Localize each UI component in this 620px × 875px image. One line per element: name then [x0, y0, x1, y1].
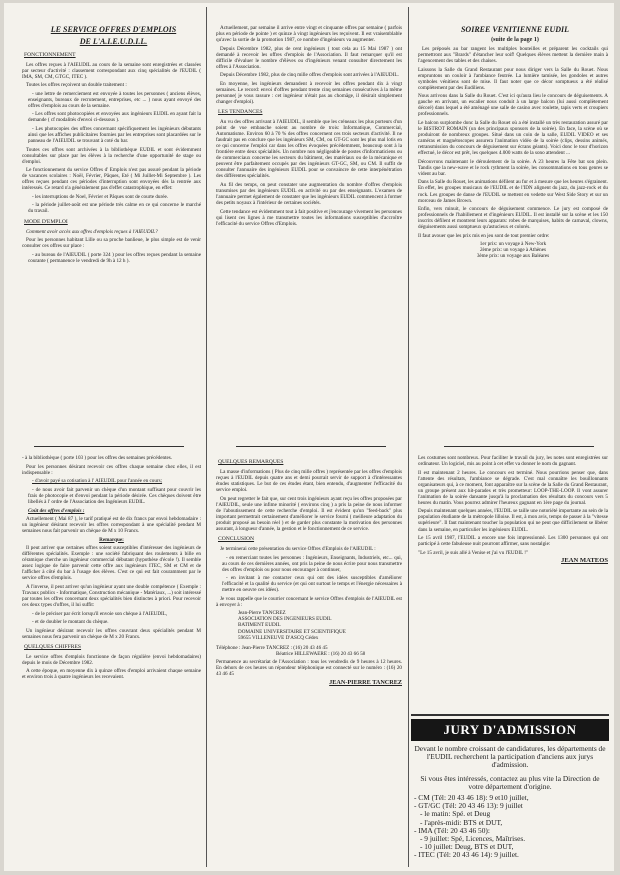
article-soiree-venitienne-suite — [418, 455, 608, 711]
prize-line: 1er prix: un voyage à New-York — [479, 241, 547, 248]
quote: "Le 15 avril, je suis allé à Venise et j'ai vu l'EUDIL !" — [418, 549, 529, 556]
paragraph: - les interruptions de Noel, Février et Pâques sont de courte durée. — [32, 193, 169, 200]
paragraph: Depuis Décembre 1982, plus de cent ingénieurs ( tout cela au 15 Mai 1987 ) ont demandé à recevoir les offres d'emplois de l'Association. Il faut remarquer qu'il est difficile d'évaluer le nombre d'élèves ou d'ingénieurs venant consulter directement les offres à l'Association. — [216, 45, 402, 70]
paragraph: Laissons la Salle du Grand Restaurant pour nous diriger vers la Salle du Rouet. Nous empruntons un couloir à l'ambiance feutrée. La lumière tamisée, les gondoles et autres symboles vénitiens sont de mise. Il faut noter que ce décor somptueux a été réalisé complètement par des Eudiliens. — [418, 66, 608, 91]
paragraph: Cette tendance est évidemment tout à fait positive et j'encourage vivement les personnes qui lisent ces lignes à me transmettre toutes les informations susceptibles d'accroître l'efficacité du service Offres d'Emplois. — [216, 208, 402, 227]
article-offres-emplois-part1 — [22, 25, 201, 443]
paragraph: Actuellement ( Mai 87 ), le tarif pratiqué est de dix francs par envoi hebdomadaire : un ingénieur désirant recevoir les offres correspondant à une spécialité pendant M semaines nous fait parvenir un chèque de M x 10 Francs. — [22, 515, 201, 534]
paragraph: Je terminerai cette présentation du service Offres d'Emplois de l'AIEUDIL : — [220, 545, 376, 552]
paragraph: A l'inverse, il peut arriver qu'un ingénieur ayant une double compétence ( Exemple : Travaux publics - Informatique, Construction mécanique - Matériaux, ...) soit intéressé par toutes les offres concernant deux spécialités bien distinctes à priori. Pour recevoir ces deux types d'offres, il lui suffit: — [22, 583, 201, 608]
column-rule-1 — [206, 7, 207, 867]
address-line: DOMAINE UNIVERSITAIRE ET SCIENTIFIQUE — [238, 628, 346, 635]
section-divider-left — [34, 446, 184, 447]
paragraph: Actuellement, par semaine il arrive entre vingt et cinquante offres par semaine ( parfois plus en période de pointe ) et quinze à vingt ingénieurs les reçoivent. Il est vraisemblable qu'avec la sortie de la promotion 1987, ce nombre d'ingénieurs va augmenter. — [216, 25, 402, 44]
paragraph: Il est maintenant 2 heures. Le concours est terminé. Nous pourrions penser que, dans l'attente des résultats, l'ambiance se dégrade. C'est mal connaître les bouillonnants organisateurs qui, à ce moment, font apparaître sur la scène de la Salle du Grand Restaurant, un groupe présent aux hit-parades et très prometteur: LOOP-THE-LOOP. Il vont assurer l'animation de la soirée dansante jusqu'à la proclamation des résultats du concours vers 5 heures du matin. Vous pourrez admirer l'heureux gagnant en 1ère page du journal. — [418, 469, 608, 506]
phone-line: Béatrice HILLEWAERE : (16) 20 43 66 58 — [276, 650, 366, 657]
jury-lead: Devant le nombre croissant de candidatures, les départements de l'EUDIL recherchent la participation d'anciens aux jurys d'admission. — [414, 744, 606, 770]
phone-line: Téléphone : Jean-Pierre TANCREZ : (16) 20 43 46 45 — [216, 644, 328, 651]
paragraph: Découvrons maintenant le déroulement de la soirée. A 23 heures la Fête bat son plein. Tandis que la new-wave et le rock rythment la soirée, les consommations en tous genres se vident au bar. — [418, 158, 608, 177]
paragraph: A cette époque, en moyenne dix à quinze offres d'emploi arrivaient chaque semaine et environ trois à quatre ingénieurs les recevaient. — [22, 668, 201, 681]
jury-line: - l'après-midi: BTS et DUT, — [420, 817, 503, 827]
jury-line: - GT/GC (Tél: 20 43 46 13): 9 juillet — [414, 801, 523, 811]
heading-mode-emploi: MODE D'EMPLOI — [24, 218, 68, 225]
paragraph: Le fonctionnement du service Offres d' Emplois n'est pas assuré pendant la période de vacances scolaires : Noël, Février, Pâques, Eté ( Mi Juillet-Mi Septembre ). Les offres reçues pendant ces périodes d'interruption sont envoyées dès la rentrée aux intéressés. Ce retard n'a généralement pas d'effet catastrophique, en effet: — [22, 167, 201, 192]
paragraph: Les préposés au bar rangent les multiples bouteilles et préparent les cocktails qui permettront aux "Brards" d'étancher leur soif! Quelques élèves mettent la dernière main à l'agencement des tables et des chaises. — [418, 46, 608, 65]
paragraph: - au bureau de l'AIEUDIL ( porte 324 ) pour les offres reçues pendant la semaine courante ( permanence le vendredi de 9h à 12 h ). — [28, 251, 201, 264]
paragraph: Nous arrivons dans la Salle du Rouet. C'est ici qu'aura lieu le concours de déguisements. A gauche en arrivant, un escalier nous conduit à un large balcon (lui aussi complètement décoré) dans lequel a été aménagé une salle de casino avec roulette, tapis verts et croupiers professionnels. — [418, 93, 608, 118]
heading-tendances: LES TENDANCES — [218, 109, 263, 116]
paragraph: - à la bibliothèque ( porte 103 ) pour les offres des semaines précédentes. — [22, 455, 173, 461]
address-line: ASSOCIATION DES INGENIEURS EUDIL — [238, 616, 332, 623]
jury-line: - IMA (Tél: 20 43 46 50): — [414, 825, 490, 835]
address-line: 59655 VILLENEUVE D'ASCQ Cédex — [238, 634, 319, 641]
heading-conclusion: CONCLUSION — [218, 535, 255, 542]
jury-top-rule — [411, 714, 609, 716]
soiree-title: SOIREE VENITIENNE EUDIL — [460, 25, 570, 34]
paragraph: Je vous rappelle que le courrier concernant le service Offres d'emplois de l'AIEUDIL est à envoyer à : — [216, 595, 402, 608]
paragraph: - Les offres sont photocopiées et envoyées aux ingénieurs EUDIL en ayant fait la demande ( cf modalités d'envoi ci-dessous ). — [28, 111, 201, 124]
paragraph: Depuis maintenant quelques années, l'EUDIL se taille une notoriété importante au sein de la population étudiante de la métropole lilloise. Il est, à mon avis, temps de passer à la "vitesse supérieure". Il faut maintenant toucher la population qui ne peut que difficilement se libérer dans la semaine, en particulier les ingénieurs EUDIL. — [418, 508, 608, 533]
article-offres-emplois-part2 — [22, 455, 201, 867]
paragraph: Le 15 avril 1987, l'EUDIL a encore une fois impressionné. Les 1300 personnes qui ont participé à cette fabuleuse nuit pourront affirmer, sans nostalgie: — [418, 535, 608, 548]
paragraph: Pour les personnes désirant recevoir ces offres chaque semaine chez elles, il est indispensable : — [22, 463, 201, 476]
paragraph: - de le préciser par écrit lorsqu'il envoie son chèque à l'AIEUDIL, — [32, 610, 168, 617]
article-title-line1: LE SERVICE OFFRES D'EMPLOIS — [50, 25, 177, 34]
paragraph: Le service offres d'emplois fonctionne de façon régulière (envoi hebdomadaires) depuis le mois de Décembre 1982. — [22, 653, 201, 666]
heading-fonctionnement: FONCTIONNEMENT — [24, 51, 76, 58]
newspaper-page — [4, 3, 614, 871]
jury-announcement — [414, 745, 606, 860]
paragraph: Les costumes sont nombreux. Pour faciliter le travail du jury, les notes sont enregistrées sur ordinateur. Un logiciel, mis au point à cet effet va donner le nom du gagnant. — [418, 455, 608, 468]
soiree-subtitle: (suite de la page 1) — [491, 36, 539, 43]
paragraph: Au vu des offres arrivant à l'AIEUDIL, il semble que les créneaux les plus porteurs d'un point de vue embauche soient au nombre de trois: Informatique, Commercial, Automatisme. Environ 60 à 70 % des offres concernent ces trois secteurs d'activité. Il ne faudrait pas en conclure que les ingénieurs SM, CM, ou GT-GC sont les plus mal lotis en ce qui concerne l'emploi car dans les offres évoquées précédemment, beaucoup sont à la frontière entre deux spécialités. Un nombre non négligeable de postes d'informaticiens ou de commerciaux concerne les secteurs du bâtiment, des matériaux ou de la mécanique et peuvent être parfaitement occupés par des ingénieurs GT-GC, SM, ou CM. Il suffit de consulter l'annuaire des ingénieurs EUDIL pour se convaincre de cette interpénétration des différentes spécialités. — [216, 119, 402, 180]
article-soiree-venitienne — [418, 25, 608, 443]
address-line: Jean-Pierre TANCREZ — [238, 610, 286, 617]
jury-line: - 10 juillet: Deug, BTS et DUT, — [420, 842, 514, 852]
jury-line: - ITEC (Tél: 20 43 46 14): 9 juillet. — [414, 850, 519, 860]
jury-contact: Si vous êtes intéressés, contactez au plus vite la Direction de votre département d'origine. — [420, 773, 600, 791]
question-italic: Comment avoir accès aux offres d'emplois reçues à l'AIEUDIL? — [26, 228, 158, 235]
paragraph: Permanence au secrétariat de l'Association : tous les vendredis de 9 heures à 12 heures. En dehors de ces heures un répondeur téléphonique est connecté sur le numéro : (16) 20 43 46 45 — [216, 659, 402, 678]
article-offres-emplois-part3 — [216, 25, 402, 443]
paragraph: - d'avoir payé sa cotisation à l' AIEUDIL pour l'année en cours; — [32, 478, 163, 485]
paragraph: Les offres reçues à l'AIEUDIL au cours de la semaine sont enregistrées et classées par secteur d'activité : classement correspondant aux cinq spécialités de l'EUDIL ( IMA, SM, CM, GTGC, ITEC ). — [22, 61, 201, 80]
section-divider-right — [444, 446, 594, 447]
paragraph: La masse d'informations ( Plus de cinq mille offres ) représentée par les offres d'emplois reçues à l'EUDIL depuis quatre ans et demi pourrait servir de support à d'intéressantes études statistiques. Le but de ces études étant, bien entendu, d'augmenter l'efficacité du service emploi. — [216, 469, 402, 494]
paragraph: On peut regretter le fait que, sur cent trois ingénieurs ayant reçu les offres proposées par l'AIEUDIL, seule une infime minorité ( environs cinq ) a pris la peine de nous informer de l'aboutissement de cette recherche d'emploi. Il est évident qu'un "feed-back" plus important permettrait certainement d'améliorer le service fourni ( meilleure adaptation du produit proposé au besoin réel ) et de garder plus constante la motivation des personnes assurant, à longueur d'année, la gestion et le fonctionnement de ce service. — [216, 495, 402, 532]
paragraph: Le balcon surplombe donc la Salle du Rouet où a été installé un très restauration assuré par le BISTROT ROMAIN (un des principaux sponsors de la soirée). En face, la scène où se produiront de nombreux groupes. Situé dans un coin de la salle, EUDIL VIDEO et ses caméras et magnétoscopes assurera l'animation vidéo de la soirée (clips, dessins animés, retransmission du concours de déguisement sur écrans géants). Voici donc le tour d'horizon effectué, le décor est prêt, les quelques 4.000 watts de la sono attendent ... — [418, 120, 608, 157]
article-offres-emplois-part4 — [216, 455, 402, 867]
heading-quelques-remarques: QUELQUES REMARQUES — [218, 459, 284, 465]
signature: JEAN MATEOS — [561, 557, 608, 565]
paragraph: En moyenne, les ingénieurs demandent à recevoir les offres pendant dix à vingt semaines. Le record: envoi d'offres pendant trente cinq semaines consécutives à la même personne( je vous rassure : cet ingénieur n'était pas au chomâge, il désirait simplement changer d'emploi). — [216, 80, 402, 106]
paragraph: - de nous avoir fait parvenir un chèque d'un montant suffisant pour couvrir les frais de photocopie et d'envoi pendant la période désirée. Ces chèques doivent être libellés à l' ordre de l'Association des Ingénieurs EUDIL. — [28, 486, 201, 505]
paragraph: Il faut avouer que les prix mis en jeu sont de tout premier ordre: — [418, 232, 550, 239]
signature: JEAN-PIERRE TANCREZ — [329, 678, 402, 686]
paragraph: - en invitant à me contacter ceux qui ont des idées susceptibles d'améliorer l'efficacité et la qualité du service (et qui ont surtout le temps et l'énergie nécessaires à mettre en oeuvre ces idées). — [222, 575, 402, 594]
paragraph: Au fil des temps, on peut constater une augmentation du nombre d'offres d'emplois transmises par des ingénieurs EUDIL en activité ou par des enseignants. L'examen de l'annuaire permet également de constater que les ingénieurs EUDIL commencent à former des petits noyaux à l'intérieur de certaines sociétés. — [216, 182, 402, 207]
heading-cout-offres: Coût des offres d'emplois : — [28, 507, 85, 514]
jury-line: - CM (Tél: 20 43 46 18): 9 et10 juillet, — [414, 793, 529, 803]
address-line: BATIMENT EUDIL — [238, 622, 281, 629]
paragraph: Il peut arriver que certaines offres soient susceptibles d'intéresser des ingénieurs de différentes spécialités. Exemple : une société fabriquant des roulements à bille en céramique cherche un ingénieur commercial débutant (hypothèse d'école !). Il semble assez logique de faire parvenir cette offre aux ingénieurs ITEC, SM et CM et de l'afficher à côté du bar à l'usage des élèves. C'est ce qui est fait couramment par le service offres d'emplois. — [22, 545, 201, 582]
paragraph: - Les photocopies des offres concernant spécifiquement les ingénieurs débutants ainsi que les affiches publicitaires fournies par les entreprises sont placardées sur le panneau de l'AIEUDIL se trouvant à coté du bar. — [28, 125, 201, 145]
paragraph: Enfin, vers minuit, le concours de déguisement commence. Le jury est composé de professionnels de l'habillement et d'ingénieurs EUDIL. Il est installé sur la scène et les 150 inscrits défilent et montrent leurs apparats: robes de marquises, habits de carnaval, clowns, déguisements aussi somptueux qu'astucieux et colorés. — [418, 206, 608, 231]
column-rule-2 — [408, 7, 409, 867]
paragraph: Pour les personnes habitant Lille ou sa proche banlieue, le plus simple est de venir consulter ces offres sur place : — [22, 237, 201, 250]
paragraph: Toutes ces offres sont archivées à la bibliothèque EUDIL et sont évidemment consultables sur place par les élèves à la recherche d'une opportunité de stage ou d'emploi. — [22, 146, 201, 165]
paragraph: Toutes les offres reçoivent un double traitement : — [26, 82, 127, 89]
article-title-line2: DE L'A.I.E.U.D.I.L. — [79, 36, 148, 46]
jury-line: - 9 juillet: Spé, Licences, Maîtrises. — [420, 834, 526, 844]
prize-line: 2ème prix: un voyage à Athènes — [479, 247, 547, 254]
paragraph: - la période juillet-août est une période très calme en ce qui concerne le marché du travail. — [28, 202, 201, 215]
paragraph: - et de doubler le montant du chèque. — [32, 619, 109, 626]
heading-quelques-chiffres: QUELQUES CHIFFRES — [24, 643, 82, 650]
paragraph: Dans la Salle du Rouet, les animations défilent au fur et à mesure que les heures s'égrainent. En effet, les groupes musicaux de l'EUDIL et de l'IDN alignent du jazz, du jazz-rock et du rock. Les groupes de danse de l'EUDIL se mettent en vedette sur West Side Story et sur un morceau de James Brown. — [418, 179, 608, 204]
prize-line: 3ème prix: un voyage aux Baléares — [476, 253, 550, 260]
heading-remarque: Remarque: — [99, 536, 124, 543]
section-divider-middle — [236, 446, 386, 447]
paragraph: - en remerciant toutes les personnes : Ingénieurs, Enseignants, Industriels, etc... qui, au cours de ces dernières années, ont pris la peine de nous écrire pour nous transmettre des offres d'emplois ou pour nous encourager à continuer, — [222, 554, 402, 573]
paragraph: - une lettre de remerciement est envoyée à toutes les personnes ( anciens élèves, enseignants, bureaux de recrutement, entreprises, etc ... ) nous ayant envoyé des offres d'emplois au cours de la semaine. — [28, 90, 201, 109]
jury-line: - le matin: Spé. et Deug — [420, 809, 491, 819]
jury-title-banner: JURY D'ADMISSION — [411, 719, 609, 741]
paragraph: Depuis Décembre 1982, plus de cinq mille offres d'emplois sont arrivées à l'AIEUDIL. — [220, 72, 399, 79]
paragraph: Un ingénieur désirant recevoir les offres couvrant deux spécialités pendant M semaines nous fera parvenir un chèque de M x 20 Francs. — [22, 627, 201, 640]
